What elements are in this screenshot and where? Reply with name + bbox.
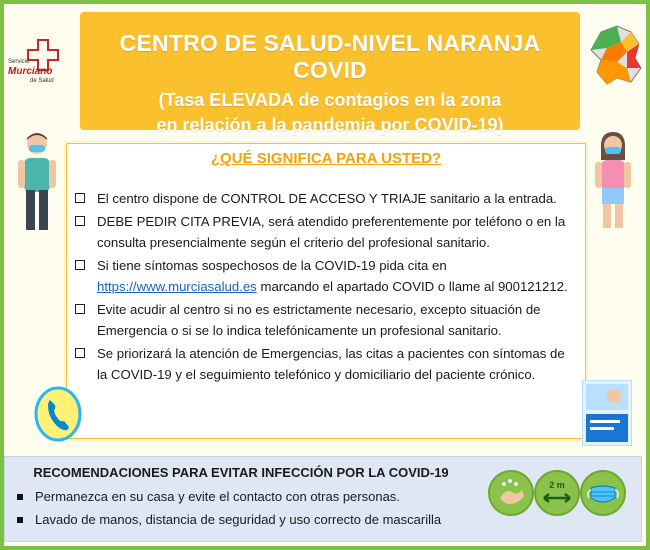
logo-line-3: de Salud xyxy=(30,78,54,84)
checkbox-bullet-icon xyxy=(75,260,85,270)
list-item-text-after: marcando el apartado COVID o llame al 900121212. xyxy=(260,279,568,294)
header-banner xyxy=(80,12,580,135)
list-item-text: Se priorizará la atención de Emergencias, las citas a pacientes con síntomas de la COVID-19 y el seguimiento telefónico y domiciliario del paciente crónico. xyxy=(97,346,565,382)
list-item xyxy=(75,299,575,341)
recommendation-text: Permanezca en su casa y evite el contacto con otras personas. xyxy=(35,489,400,504)
question-heading: ¿QUÉ SIGNIFICA PARA USTED? xyxy=(210,150,442,167)
checkbox-bullet-icon xyxy=(75,348,85,358)
servicio-murciano-logo xyxy=(8,36,70,96)
page-title: CENTRO DE SALUD-NIVEL NARANJA COVID xyxy=(119,30,541,83)
bullet-icon xyxy=(17,494,23,500)
list-item xyxy=(75,211,575,253)
info-panel xyxy=(66,143,586,439)
list-item xyxy=(75,255,575,297)
man-with-mask-icon xyxy=(14,130,60,234)
recommendation-text: Lavado de manos, distancia de seguridad y uso correcto de mascarilla xyxy=(35,512,442,527)
checkbox-bullet-icon xyxy=(75,216,85,226)
subtitle-line-2: en relación a la pandemia por COVID-19) xyxy=(156,115,504,135)
info-list xyxy=(75,188,575,387)
phone-icon xyxy=(32,384,84,444)
list-item-text: DEBE PEDIR CITA PREVIA, será atendido preferentemente por teléfono o en la consulta presencialmente según el criterio del profesional sanitario. xyxy=(97,214,566,250)
distance-label: 2 m xyxy=(549,480,565,490)
checkbox-bullet-icon xyxy=(75,193,85,203)
bullet-icon xyxy=(17,517,23,523)
list-item-text-before: Si tiene síntomas sospechosos de la COVID-19 pida cita en xyxy=(97,258,447,273)
handwashing-icon xyxy=(488,470,534,516)
list-item xyxy=(75,188,575,209)
region-map-icon xyxy=(587,22,645,90)
recommendations-title: RECOMENDACIONES PARA EVITAR INFECCIÓN POR LA COVID-19 xyxy=(33,465,449,480)
logo-line-1: Servicio xyxy=(8,59,30,65)
list-item-text: El centro dispone de CONTROL DE ACCESO Y TRIAJE sanitario a la entrada. xyxy=(97,191,557,206)
mask-icon xyxy=(580,470,626,516)
distance-icon xyxy=(534,470,580,516)
list-item-text: Evite acudir al centro si no es estrictamente necesario, excepto situación de Emergencia o si se lo indica telefónicamente un profesional sanitario. xyxy=(97,302,541,338)
logo-line-2: Murciano xyxy=(8,66,53,77)
list-item xyxy=(75,343,575,385)
murciasalud-link[interactable]: https://www.murciasalud.es xyxy=(97,279,257,294)
woman-with-mask-icon xyxy=(590,130,636,234)
info-poster-thumbnail xyxy=(582,380,632,446)
recommendation-item xyxy=(17,489,400,504)
checkbox-bullet-icon xyxy=(75,304,85,314)
subtitle-line-1: (Tasa ELEVADA de contagios en la zona xyxy=(158,90,502,110)
list-item-text xyxy=(97,255,568,297)
recommendation-item xyxy=(17,512,441,527)
